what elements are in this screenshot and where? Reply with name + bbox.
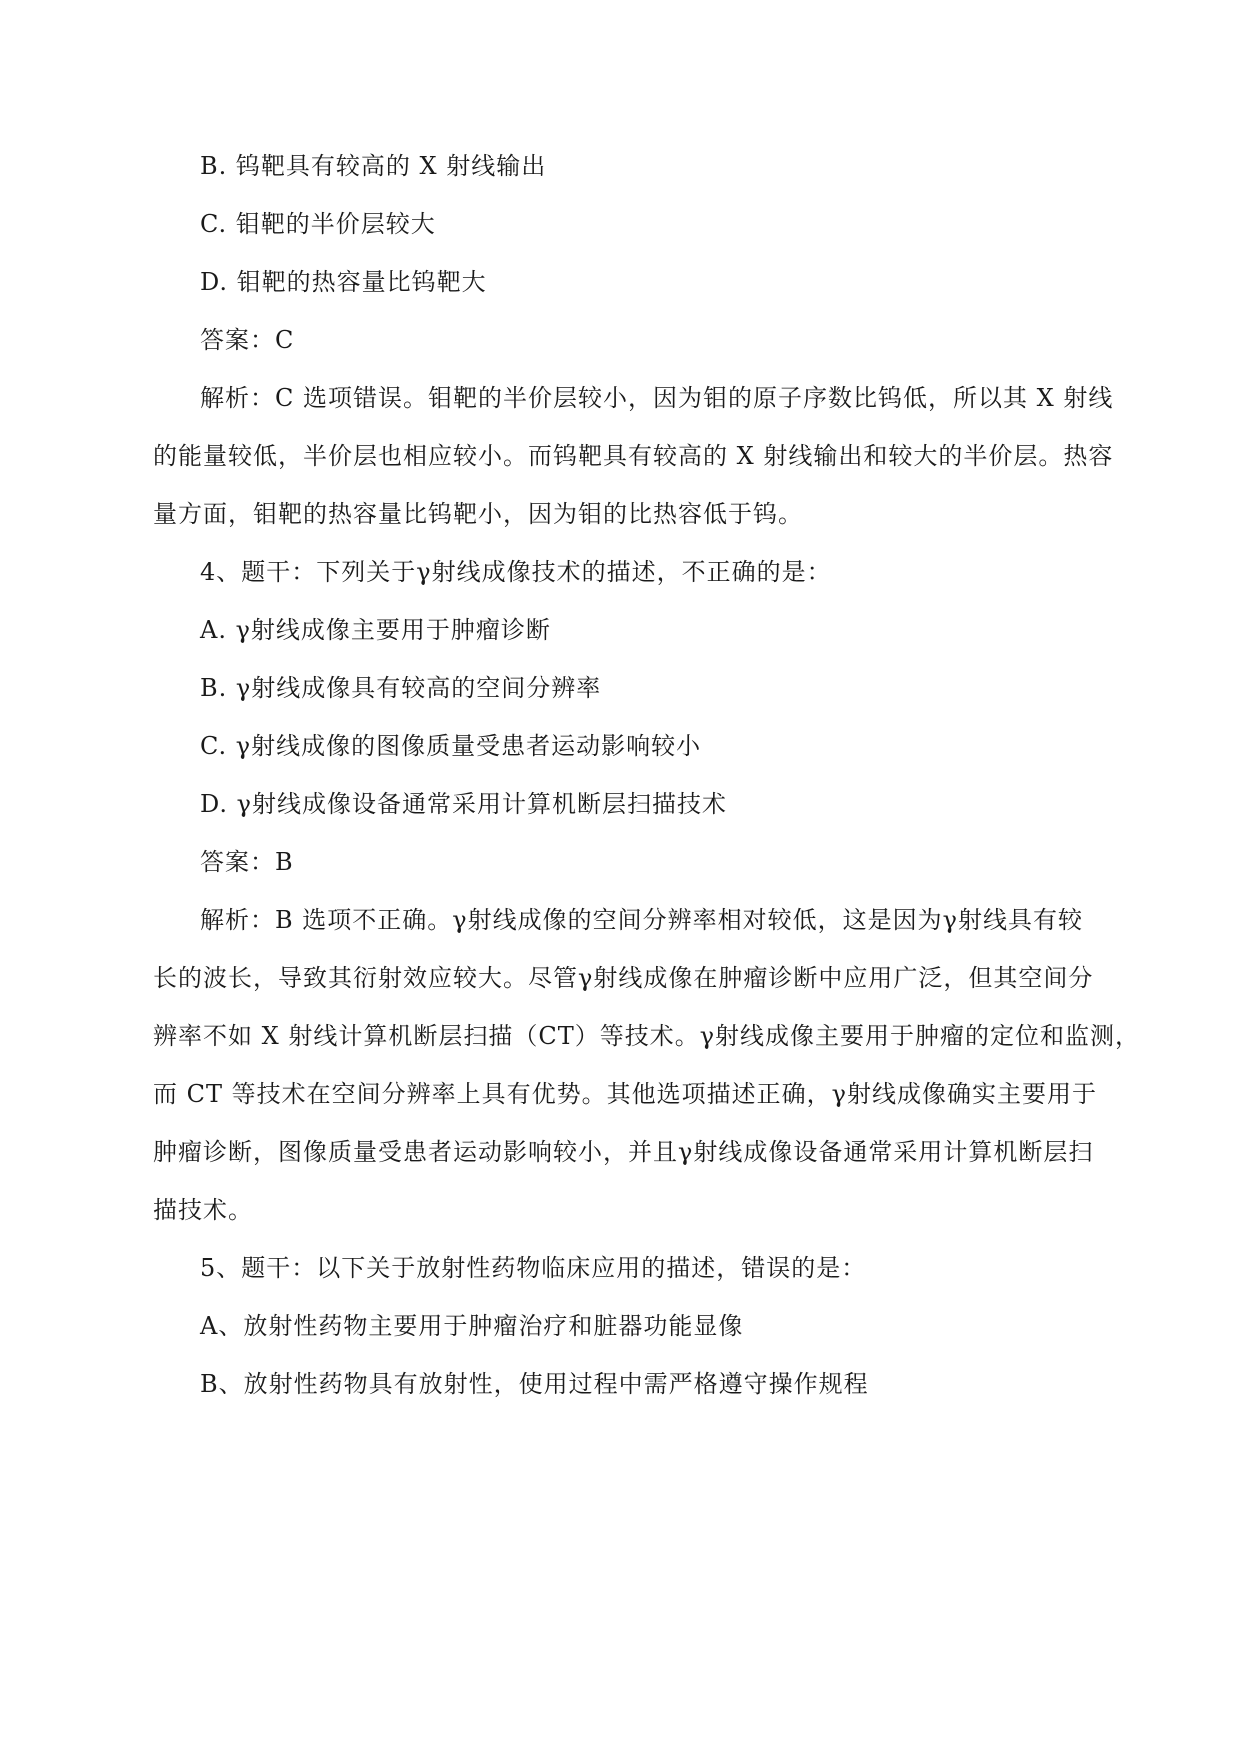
- q4-analysis-line: 解析：B 选项不正确。γ射线成像的空间分辨率相对较低，这是因为γ射线具有较: [200, 906, 1083, 934]
- q4-option-c: C. γ射线成像的图像质量受患者运动影响较小: [200, 732, 702, 760]
- q3-option-d: D. 钼靶的热容量比钨靶大: [200, 268, 487, 296]
- q3-option-b: B. 钨靶具有较高的 X 射线输出: [200, 152, 547, 180]
- q4-answer: 答案：B: [200, 848, 294, 876]
- q4-analysis-line: 而 CT 等技术在空间分辨率上具有优势。其他选项描述正确，γ射线成像确实主要用于: [153, 1080, 1097, 1108]
- q5-option-b: B、放射性药物具有放射性，使用过程中需严格遵守操作规程: [200, 1370, 869, 1398]
- q4-option-d: D. γ射线成像设备通常采用计算机断层扫描技术: [200, 790, 727, 818]
- q4-analysis-line: 长的波长，导致其衍射效应较大。尽管γ射线成像在肿瘤诊断中应用广泛，但其空间分: [153, 964, 1094, 992]
- q4-stem: 4、题干：下列关于γ射线成像技术的描述，不正确的是：: [200, 558, 832, 586]
- q4-analysis-line: 描技术。: [153, 1196, 253, 1224]
- q3-analysis-line: 量方面，钼靶的热容量比钨靶小，因为钼的比热容低于钨。: [153, 500, 803, 528]
- q4-analysis-line: 辨率不如 X 射线计算机断层扫描（CT）等技术。γ射线成像主要用于肿瘤的定位和监测，: [153, 1022, 1141, 1050]
- q4-option-a: A. γ射线成像主要用于肿瘤诊断: [200, 616, 551, 644]
- q5-stem: 5、题干：以下关于放射性药物临床应用的描述，错误的是：: [200, 1254, 867, 1282]
- q3-analysis-line: 解析：C 选项错误。钼靶的半价层较小，因为钼的原子序数比钨低，所以其 X 射线: [200, 384, 1114, 412]
- q4-option-b: B. γ射线成像具有较高的空间分辨率: [200, 674, 602, 702]
- q3-option-c: C. 钼靶的半价层较大: [200, 210, 436, 238]
- q3-answer: 答案：C: [200, 326, 295, 354]
- q5-option-a: A、放射性药物主要用于肿瘤治疗和脏器功能显像: [200, 1312, 744, 1340]
- q4-analysis-line: 肿瘤诊断，图像质量受患者运动影响较小，并且γ射线成像设备通常采用计算机断层扫: [153, 1138, 1094, 1166]
- q3-analysis-line: 的能量较低，半价层也相应较小。而钨靶具有较高的 X 射线输出和较大的半价层。热容: [153, 442, 1114, 470]
